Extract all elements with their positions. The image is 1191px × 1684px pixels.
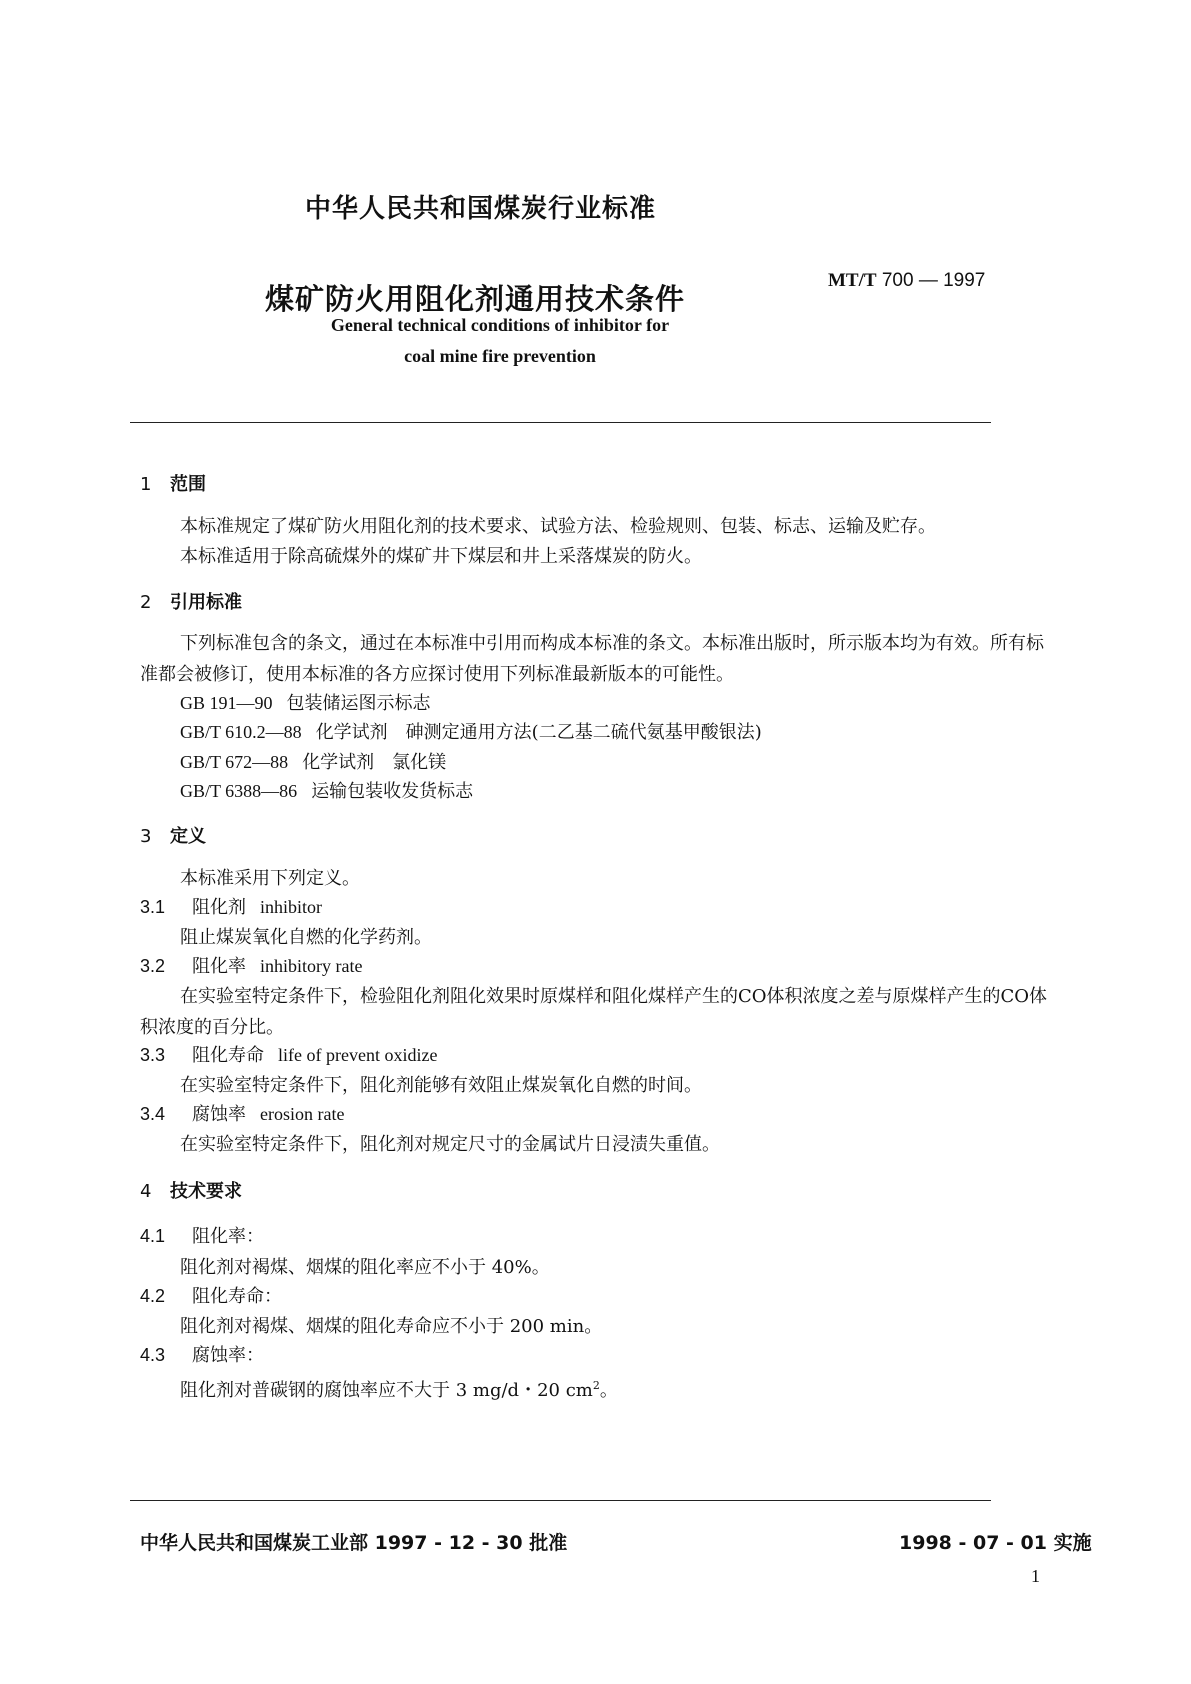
paragraph: 本标准采用下列定义。 xyxy=(180,868,360,889)
section-title: 定义 xyxy=(170,826,206,847)
definition-text: 在实验室特定条件下，检验阻化剂阻化效果时原煤样和阻化煤样产生的CO体积浓度之差与原煤样产生的CO体积浓度的百分比。 xyxy=(140,986,1048,1038)
clause-number: 4.2 xyxy=(140,1286,166,1306)
requirement-end: 。 xyxy=(599,1380,618,1401)
section-title: 技术要求 xyxy=(170,1181,242,1202)
section-title: 引用标准 xyxy=(170,592,242,613)
document-title: 煤矿防火用阻化剂通用技术条件 xyxy=(265,282,686,316)
effective-date: 1998 - 07 - 01 实施 xyxy=(899,1532,1092,1554)
clause-number: 3.1 xyxy=(140,897,166,917)
clause-number: 3.2 xyxy=(140,956,166,976)
section-1-heading xyxy=(140,470,206,496)
term-english: inhibitor xyxy=(260,897,322,917)
reference-title: 运输包装收发货标志 xyxy=(311,781,474,802)
reference-item xyxy=(180,747,446,778)
section-3-heading xyxy=(140,822,206,848)
clause-number: 3.3 xyxy=(140,1045,166,1065)
reference-code: GB/T 6388—86 xyxy=(180,781,298,801)
reference-item xyxy=(180,688,431,719)
reference-code: GB/T 610.2—88 xyxy=(180,722,302,742)
footer-rule xyxy=(130,1500,991,1501)
section-number: 1 xyxy=(140,474,152,495)
requirement-text: 阻化剂对褐煤、烟煤的阻化寿命应不小于 200 min。 xyxy=(180,1316,603,1337)
clause-number: 4.1 xyxy=(140,1226,166,1246)
paragraph: 本标准适用于除高硫煤外的煤矿井下煤层和井上采落煤炭的防火。 xyxy=(180,546,702,567)
english-title-line-1: General technical conditions of inhibitor for xyxy=(330,315,670,335)
requirement-text xyxy=(180,1370,618,1406)
term: 腐蚀率 xyxy=(192,1104,246,1125)
paragraph: 下列标准包含的条文，通过在本标准中引用而构成本标准的条文。本标准出版时，所示版本均为有效。所有标准都会被修订，使用本标准的各方应探讨使用下列标准最新版本的可能性。 xyxy=(140,633,1044,685)
clause-number: 3.4 xyxy=(140,1104,166,1124)
reference-item xyxy=(180,776,473,807)
clause-number: 4.3 xyxy=(140,1345,166,1365)
term: 阻化寿命： xyxy=(192,1286,282,1307)
header-rule xyxy=(130,422,991,423)
term-english: erosion rate xyxy=(260,1104,345,1124)
definition-text: 在实验室特定条件下，阻化剂能够有效阻止煤炭氧化自燃的时间。 xyxy=(180,1075,702,1096)
definition-3-4 xyxy=(140,1100,344,1126)
standard-number: 700 — 1997 xyxy=(881,270,986,291)
section-2-heading xyxy=(140,588,242,614)
definition-text: 在实验室特定条件下，阻化剂对规定尺寸的金属试片日浸渍失重值。 xyxy=(180,1134,720,1155)
requirement-main: 阻化剂对普碳钢的腐蚀率应不大于 3 mg/d・20 cm xyxy=(180,1380,593,1401)
definition-3-2 xyxy=(140,952,362,978)
requirement-text: 阻化剂对褐煤、烟煤的阻化率应不小于 40%。 xyxy=(180,1257,550,1278)
paragraph: 本标准规定了煤矿防火用阻化剂的技术要求、试验方法、检验规则、包装、标志、运输及贮存。 xyxy=(180,516,936,537)
section-4-heading xyxy=(140,1177,242,1203)
reference-item xyxy=(180,717,762,748)
section-title: 范围 xyxy=(170,474,206,495)
org-title: 中华人民共和国煤炭行业标准 xyxy=(305,194,657,224)
reference-code: GB/T 672—88 xyxy=(180,752,289,772)
reference-code: GB 191—90 xyxy=(180,693,273,713)
definition-3-3 xyxy=(140,1041,437,1067)
term-english: life of prevent oxidize xyxy=(278,1045,438,1065)
term: 腐蚀率： xyxy=(192,1345,264,1366)
section-number: 4 xyxy=(140,1181,152,1202)
standard-prefix: MT/T xyxy=(828,270,877,291)
term: 阻化率： xyxy=(192,1226,264,1247)
reference-title: 化学试剂 氯化镁 xyxy=(302,752,447,773)
english-title-line-2: coal mine fire prevention xyxy=(404,346,596,366)
requirement-4-3 xyxy=(140,1341,264,1367)
standard-code xyxy=(828,270,985,292)
term: 阻化寿命 xyxy=(192,1045,264,1066)
section-number: 3 xyxy=(140,826,152,847)
reference-title: 化学试剂 砷测定通用方法(二乙基二硫代氨基甲酸银法) xyxy=(315,722,762,743)
definition-3-1 xyxy=(140,893,322,919)
section-number: 2 xyxy=(140,592,152,613)
term: 阻化率 xyxy=(192,956,246,977)
definition-text: 阻止煤炭氧化自燃的化学药剂。 xyxy=(180,927,432,948)
page-number: 1 xyxy=(1031,1566,1040,1586)
approval-line: 中华人民共和国煤炭工业部 1997 - 12 - 30 批准 xyxy=(140,1532,568,1554)
term: 阻化剂 xyxy=(192,897,246,918)
superscript: 2 xyxy=(592,1379,600,1392)
requirement-4-1 xyxy=(140,1222,264,1248)
requirement-4-2 xyxy=(140,1282,282,1308)
term-english: inhibitory rate xyxy=(260,956,363,976)
reference-title: 包装储运图示标志 xyxy=(286,693,431,714)
